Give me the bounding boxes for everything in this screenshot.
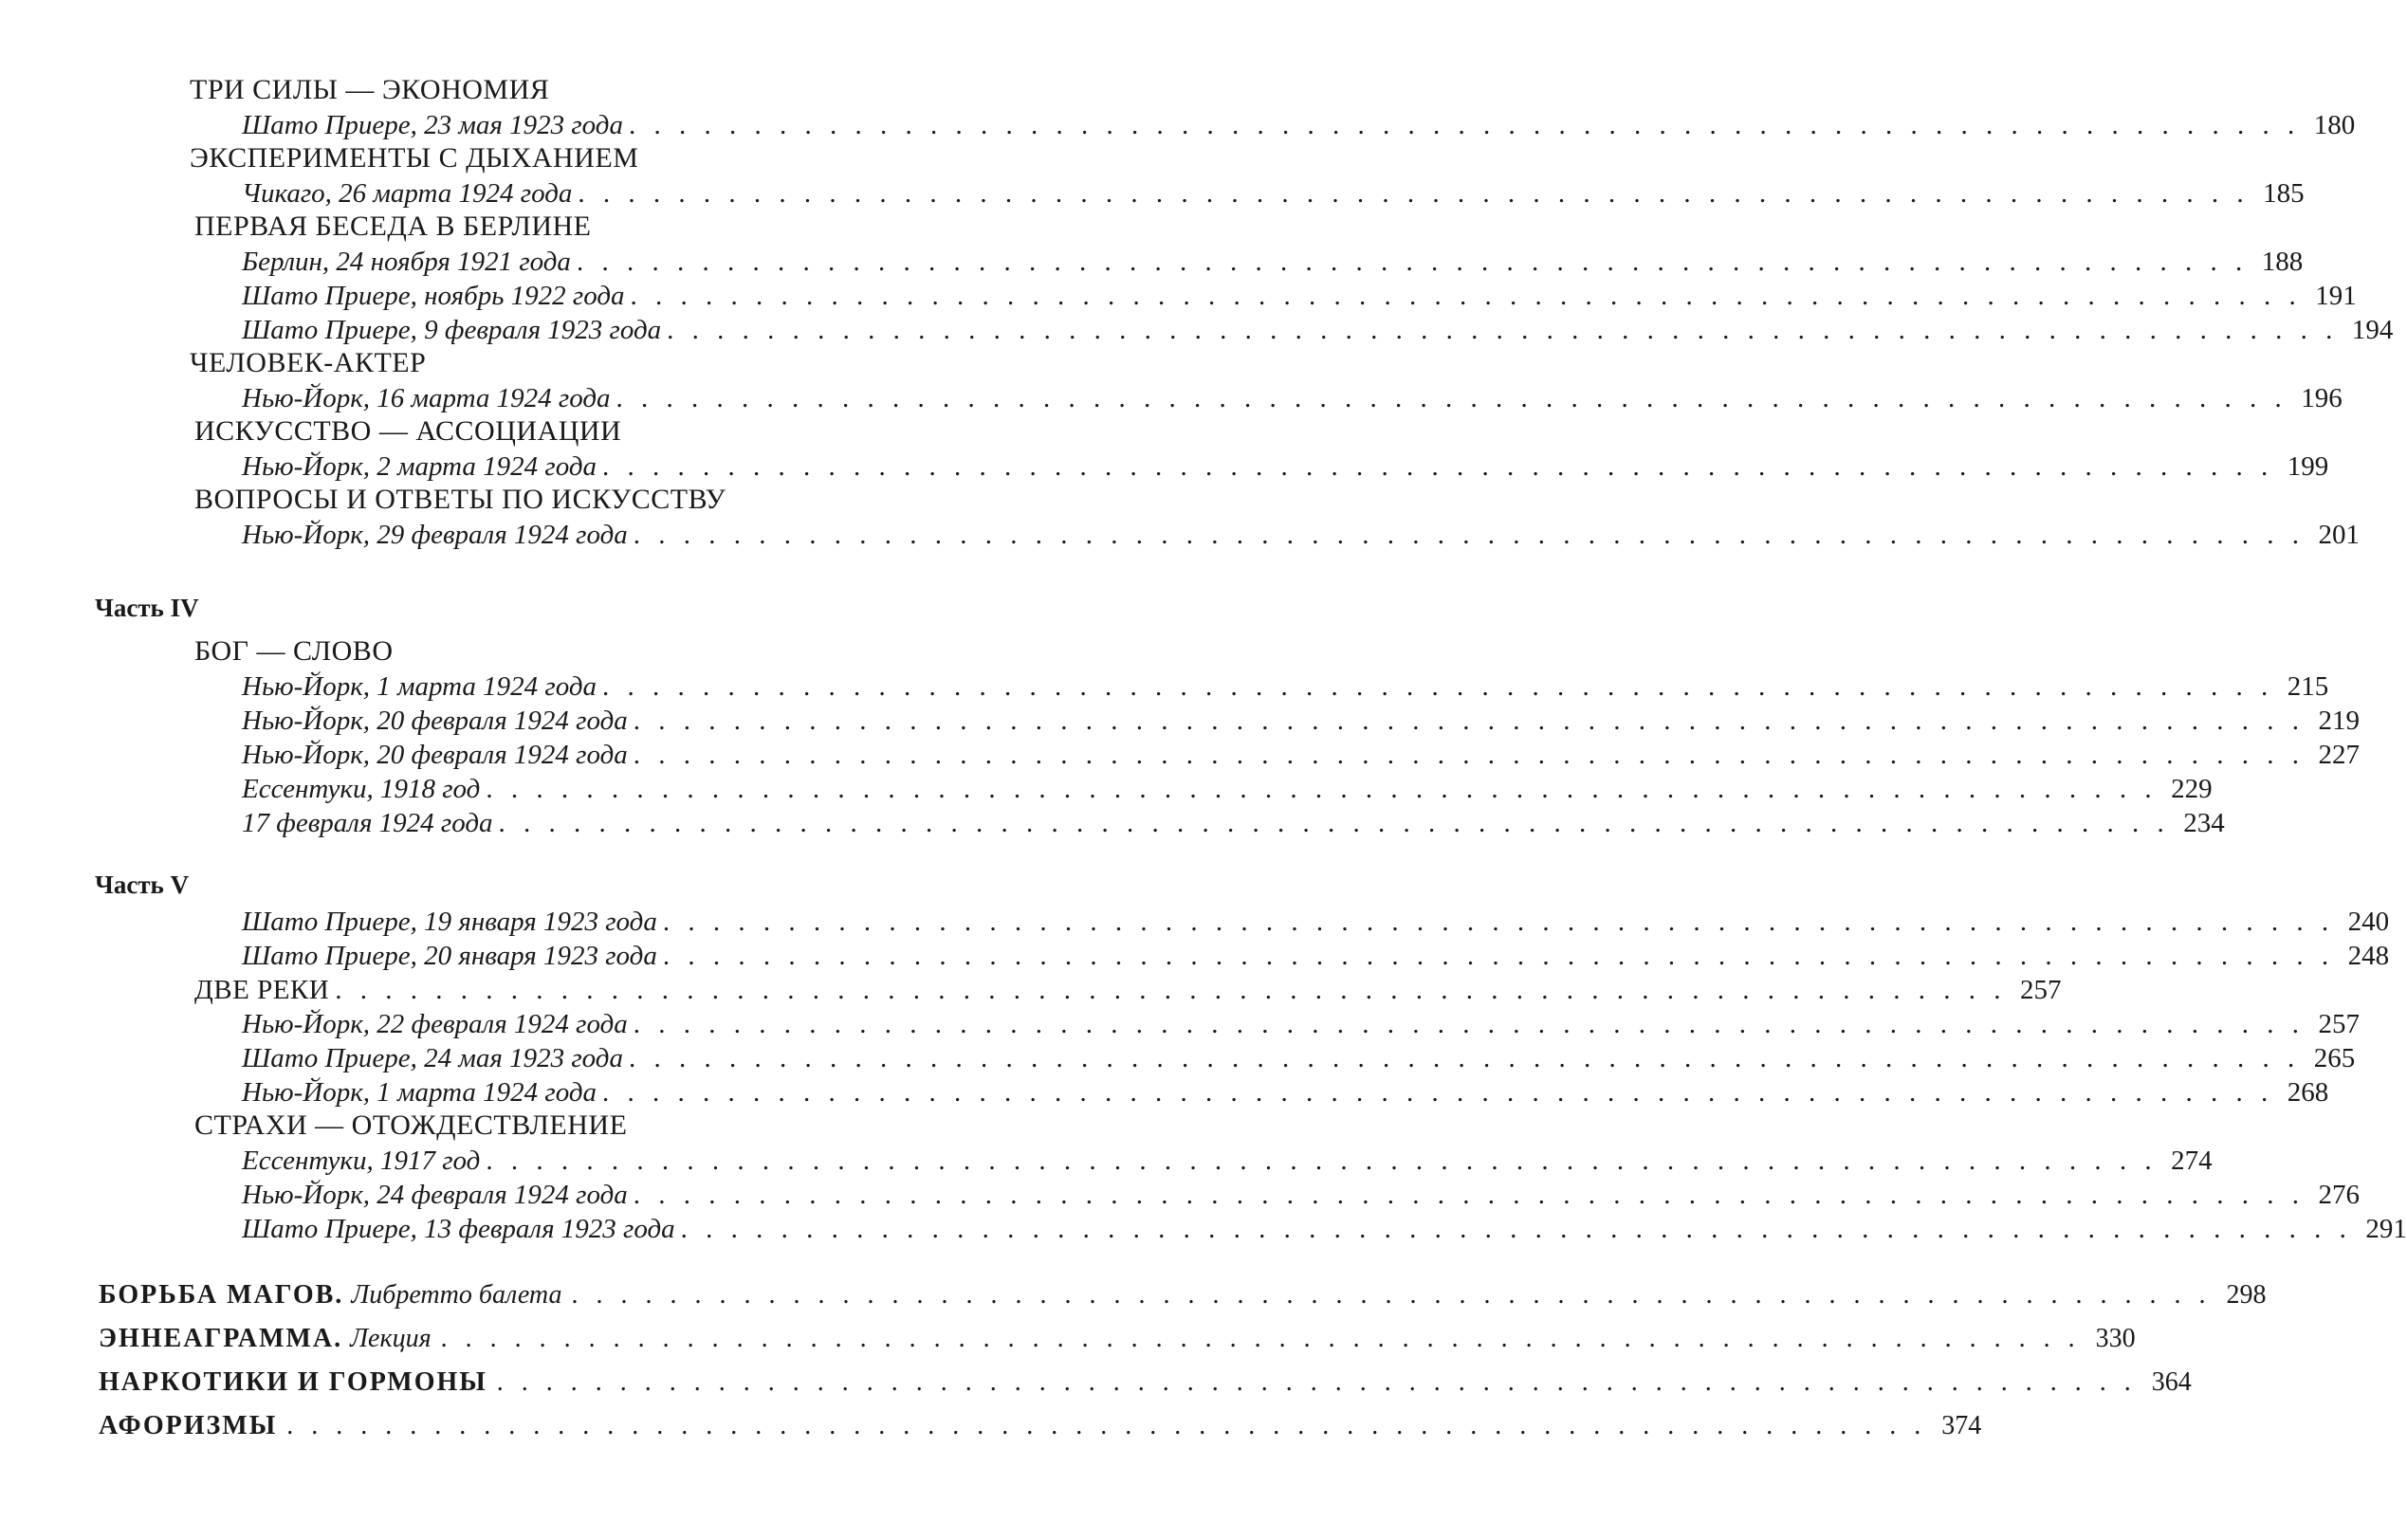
dot-leader: . . . . . . . . . . . . . . . . . . . . . . . . . . . . . . . . . . . . . . . . . . . . . . . . . . . . . . . . . . . . . . . . . . . <box>680 1214 2352 1244</box>
toc-entry[interactable] <box>242 671 2329 703</box>
page-number: 188 <box>2261 247 2304 277</box>
page-number: 194 <box>2351 315 2394 345</box>
page-number: 227 <box>2318 740 2361 770</box>
dot-leader: . . . . . . . . . . . . . . . . . . . . . . . . . . . . . . . . . . . . . . . . . . . . . . . . . . . . . . . . . . . . . . . . . . . <box>628 1043 2301 1073</box>
part-heading: Часть IV <box>95 594 199 622</box>
toc-entry[interactable] <box>242 520 2361 551</box>
dot-leader: . . . . . . . . . . . . . . . . . . . . . . . . . . . . . . . . . . . . . . . . . . . . . . . . . . . . . . . . . . . . . . . . . . . <box>498 808 2170 838</box>
dot-leader: . . . . . . . . . . . . . . . . . . . . . . . . . . . . . . . . . . . . . . . . . . . . . . . . . . . . . . . . . . . . . . . . . . . <box>616 383 2288 413</box>
entry-title: Нью-Йорк, 29 февраля 1924 года <box>242 520 628 550</box>
page-number: 201 <box>2318 520 2361 550</box>
toc-entry[interactable] <box>242 1146 2213 1177</box>
page-number: 215 <box>2287 671 2329 702</box>
toc-section-entry[interactable] <box>194 975 2062 1006</box>
dot-leader: . . . . . . . . . . . . . . . . . . . . . . . . . . . . . . . . . . . . . . . . . . . . . . . . . . . . . . . . . . . . . . . . . . . <box>576 247 2249 277</box>
page-number: 291 <box>2365 1214 2407 1244</box>
entry-title: Шато Приере, 19 января 1923 года <box>242 907 657 937</box>
page-number: 248 <box>2347 941 2390 971</box>
toc-top-entry[interactable] <box>99 1280 2267 1311</box>
entry-title: Чикаго, 26 марта 1924 года <box>242 178 573 209</box>
toc-entry[interactable] <box>242 1009 2361 1040</box>
section-title: ИСКУССТВО — АССОЦИАЦИИ <box>194 415 622 447</box>
top-entry-subtitle: Лекция <box>350 1324 432 1353</box>
dot-leader: . . . . . . . . . . . . . . . . . . . . . . . . . . . . . . . . . . . . . . . . . . . . . . . . . . . . . . . . . . . . . . . . . . . <box>633 520 2306 550</box>
entry-title: Ессентуки, 1918 год <box>242 774 481 804</box>
page-number: 364 <box>2151 1367 2192 1397</box>
entry-title: Шато Приере, 23 мая 1923 года <box>242 110 623 140</box>
dot-leader: . . . . . . . . . . . . . . . . . . . . . . . . . . . . . . . . . . . . . . . . . . . . . . . . . . . . . . . . . . . . . . . . . . . <box>286 1411 1927 1440</box>
dot-leader: . . . . . . . . . . . . . . . . . . . . . . . . . . . . . . . . . . . . . . . . . . . . . . . . . . . . . . . . . . . . . . . . . . . <box>602 671 2274 702</box>
dot-leader: . . . . . . . . . . . . . . . . . . . . . . . . . . . . . . . . . . . . . . . . . . . . . . . . . . . . . . . . . . . . . . . . . . . <box>496 1367 2137 1397</box>
page-number: 298 <box>2226 1280 2267 1310</box>
section-title: ЧЕЛОВЕК-АКТЕР <box>190 347 427 378</box>
entry-title: Шато Приере, 9 февраля 1923 года <box>242 315 662 345</box>
entry-title: Нью-Йорк, 20 февраля 1924 года <box>242 740 628 770</box>
section-title: ПЕРВАЯ БЕСЕДА В БЕРЛИНЕ <box>194 211 592 242</box>
page-number: 257 <box>2019 975 2062 1005</box>
top-entry-title: ЭННЕАГРАММА. <box>99 1324 343 1353</box>
entry-title: Нью-Йорк, 16 марта 1924 года <box>242 383 611 413</box>
page-number: 374 <box>1941 1411 1982 1440</box>
entry-title: Нью-Йорк, 1 марта 1924 года <box>242 671 597 702</box>
page-number: 199 <box>2287 451 2329 482</box>
entry-title: 17 февраля 1924 года <box>242 808 493 838</box>
toc-entry[interactable] <box>242 281 2357 312</box>
entry-title: Нью-Йорк, 22 февраля 1924 года <box>242 1009 628 1039</box>
dot-leader: . . . . . . . . . . . . . . . . . . . . . . . . . . . . . . . . . . . . . . . . . . . . . . . . . . . . . . . . . . . . . . . . . . . <box>571 1280 2212 1310</box>
page-number: 274 <box>2171 1146 2213 1176</box>
page-number: 196 <box>2301 383 2343 413</box>
toc-entry[interactable] <box>242 774 2213 805</box>
top-entry-title: НАРКОТИКИ И ГОРМОНЫ <box>99 1367 487 1397</box>
entry-title: Шато Приере, 13 февраля 1923 года <box>242 1214 675 1244</box>
entry-title: Ессентуки, 1917 год <box>242 1146 481 1176</box>
toc-top-entry[interactable] <box>99 1411 1982 1441</box>
page-number: 185 <box>2263 178 2305 209</box>
dot-leader: . . . . . . . . . . . . . . . . . . . . . . . . . . . . . . . . . . . . . . . . . . . . . . . . . . . . . . . . . . . . . . . . . . . <box>602 1077 2274 1108</box>
entry-title: Шато Приере, 24 мая 1923 года <box>242 1043 623 1073</box>
entry-title: Шато Приере, ноябрь 1922 года <box>242 281 625 311</box>
toc-top-entry[interactable] <box>99 1324 2136 1354</box>
toc-entry[interactable] <box>242 178 2305 210</box>
page-number: 276 <box>2318 1180 2361 1210</box>
dot-leader: . . . . . . . . . . . . . . . . . . . . . . . . . . . . . . . . . . . . . . . . . . . . . . . . . . . . . . . . . . . . . . . . . . . <box>578 178 2250 209</box>
top-entry-title: АФОРИЗМЫ <box>99 1411 278 1440</box>
page-number: 191 <box>2315 281 2357 311</box>
dot-leader: . . . . . . . . . . . . . . . . . . . . . . . . . . . . . . . . . . . . . . . . . . . . . . . . . . . . . . . . . . . . . . . . . . . <box>633 706 2306 736</box>
toc-entry[interactable] <box>242 941 2390 972</box>
dot-leader: . . . . . . . . . . . . . . . . . . . . . . . . . . . . . . . . . . . . . . . . . . . . . . . . . . . . . . . . . . . . . . . . . . . <box>486 1146 2158 1176</box>
entry-title: Нью-Йорк, 24 февраля 1924 года <box>242 1180 628 1210</box>
top-entry-title: БОРЬБА МАГОВ. <box>99 1280 344 1310</box>
entry-title: Нью-Йорк, 2 марта 1924 года <box>242 451 597 482</box>
page-number: 234 <box>2183 808 2225 838</box>
page-number: 229 <box>2171 774 2213 804</box>
toc-top-entry[interactable] <box>99 1367 2192 1398</box>
entry-title: Берлин, 24 ноября 1921 года <box>242 247 571 277</box>
toc-entry[interactable] <box>242 1077 2329 1109</box>
page-number: 330 <box>2095 1324 2136 1353</box>
toc-entry[interactable] <box>242 247 2304 278</box>
page-number: 257 <box>2318 1009 2361 1039</box>
toc-entry[interactable] <box>242 1214 2407 1245</box>
dot-leader: . . . . . . . . . . . . . . . . . . . . . . . . . . . . . . . . . . . . . . . . . . . . . . . . . . . . . . . . . . . . . . . . . . . <box>628 110 2301 140</box>
toc-entry[interactable] <box>242 1043 2356 1074</box>
dot-leader: . . . . . . . . . . . . . . . . . . . . . . . . . . . . . . . . . . . . . . . . . . . . . . . . . . . . . . . . . . . . . . . . . . . <box>633 740 2306 770</box>
toc-entry[interactable] <box>242 740 2361 771</box>
dot-leader: . . . . . . . . . . . . . . . . . . . . . . . . . . . . . . . . . . . . . . . . . . . . . . . . . . . . . . . . . . . . . . . . . . . <box>630 281 2302 311</box>
dot-leader: . . . . . . . . . . . . . . . . . . . . . . . . . . . . . . . . . . . . . . . . . . . . . . . . . . . . . . . . . . . . . . . . . . . <box>633 1009 2306 1039</box>
page-number: 219 <box>2318 706 2361 736</box>
dot-leader: . . . . . . . . . . . . . . . . . . . . . . . . . . . . . . . . . . . . . . . . . . . . . . . . . . . . . . . . . . . . . . . . . . . <box>662 941 2335 971</box>
page-number: 240 <box>2347 907 2390 937</box>
dot-leader: . . . . . . . . . . . . . . . . . . . . . . . . . . . . . . . . . . . . . . . . . . . . . . . . . . . . . . . . . . . . . . . . . . . <box>335 975 2007 1005</box>
page-number: 180 <box>2313 110 2356 140</box>
toc-entry[interactable] <box>242 706 2361 737</box>
dot-leader: . . . . . . . . . . . . . . . . . . . . . . . . . . . . . . . . . . . . . . . . . . . . . . . . . . . . . . . . . . . . . . . . . . . <box>633 1180 2306 1210</box>
section-title: СТРАХИ — ОТОЖДЕСТВЛЕНИЕ <box>194 1109 628 1141</box>
toc-entry[interactable] <box>242 110 2356 141</box>
part-heading: Часть V <box>95 871 190 899</box>
section-title: БОГ — СЛОВО <box>194 635 394 667</box>
section-title: ЭКСПЕРИМЕНТЫ С ДЫХАНИЕМ <box>190 142 639 174</box>
toc-entry[interactable] <box>242 383 2343 414</box>
dot-leader: . . . . . . . . . . . . . . . . . . . . . . . . . . . . . . . . . . . . . . . . . . . . . . . . . . . . . . . . . . . . . . . . . . . <box>667 315 2339 345</box>
toc-entry[interactable] <box>242 808 2225 839</box>
toc-entry[interactable] <box>242 315 2394 346</box>
entry-title: Нью-Йорк, 20 февраля 1924 года <box>242 706 628 736</box>
page-number: 268 <box>2287 1077 2329 1108</box>
page-number: 265 <box>2313 1043 2356 1073</box>
dot-leader: . . . . . . . . . . . . . . . . . . . . . . . . . . . . . . . . . . . . . . . . . . . . . . . . . . . . . . . . . . . . . . . . . . . <box>602 451 2274 482</box>
dot-leader: . . . . . . . . . . . . . . . . . . . . . . . . . . . . . . . . . . . . . . . . . . . . . . . . . . . . . . . . . . . . . . . . . . . <box>662 907 2335 937</box>
toc-entry[interactable] <box>242 1180 2361 1211</box>
toc-entry[interactable] <box>242 907 2390 938</box>
entry-title: Нью-Йорк, 1 марта 1924 года <box>242 1077 597 1108</box>
top-entry-subtitle: Либретто балета <box>351 1280 562 1310</box>
section-title: ВОПРОСЫ И ОТВЕТЫ ПО ИСКУССТВУ <box>194 484 726 515</box>
dot-leader: . . . . . . . . . . . . . . . . . . . . . . . . . . . . . . . . . . . . . . . . . . . . . . . . . . . . . . . . . . . . . . . . . . . <box>440 1324 2081 1353</box>
toc-entry[interactable] <box>242 451 2329 483</box>
entry-title: Шато Приере, 20 января 1923 года <box>242 941 657 971</box>
section-title: ДВЕ РЕКИ <box>194 975 330 1005</box>
section-title: ТРИ СИЛЫ — ЭКОНОМИЯ <box>190 74 550 105</box>
dot-leader: . . . . . . . . . . . . . . . . . . . . . . . . . . . . . . . . . . . . . . . . . . . . . . . . . . . . . . . . . . . . . . . . . . . <box>486 774 2158 804</box>
